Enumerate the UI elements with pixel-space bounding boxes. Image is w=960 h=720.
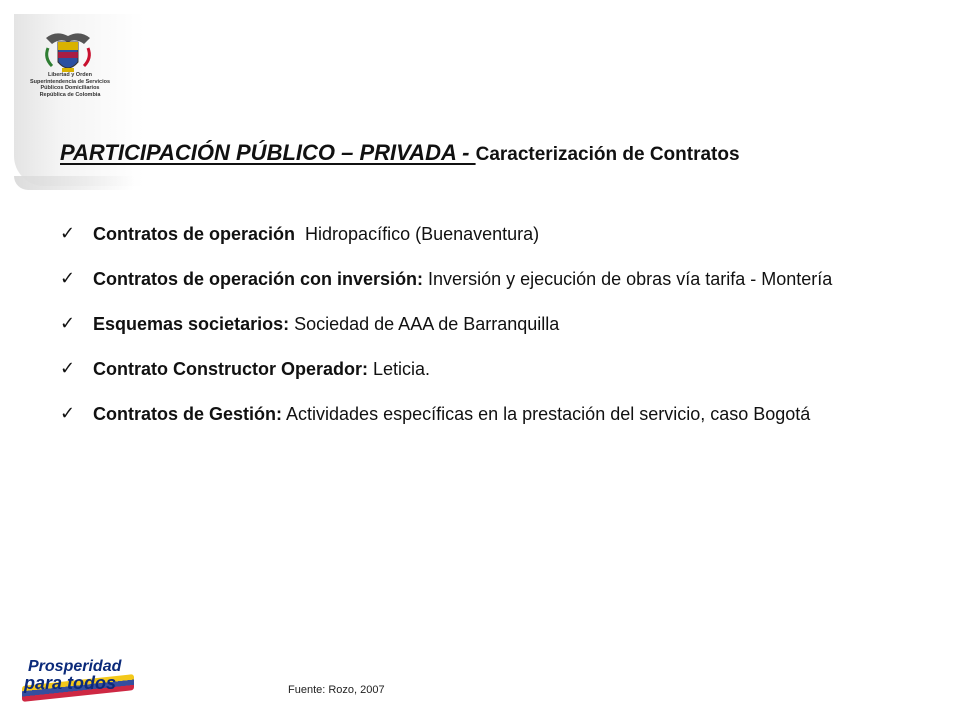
logo-line1: Prosperidad [28, 658, 122, 675]
list-item [60, 312, 912, 336]
checkmark-icon: ✓ [60, 358, 76, 379]
source-note: Fuente: Rozo, 2007 [288, 684, 385, 696]
list-item [60, 267, 912, 291]
crest-caption [20, 72, 120, 98]
checkmark-icon: ✓ [60, 313, 76, 334]
list-item [60, 402, 912, 426]
list-item [60, 357, 912, 381]
item-text: Leticia. [368, 359, 431, 379]
item-label: Contratos de operación con inversión: [93, 269, 424, 289]
item-text: Actividades específicas en la prestación del servicio, caso Bogotá [282, 404, 811, 424]
crest-caption-line: Públicos Domiciliarios [40, 85, 100, 91]
crest-caption-line: Superintendencia de Servicios [29, 78, 111, 85]
prosperidad-logo [22, 658, 132, 702]
item-label: Contratos de operación [93, 224, 296, 244]
crest-caption-line: República de Colombia [39, 91, 101, 98]
page-title [60, 131, 740, 168]
title-main: PARTICIPACIÓN PÚBLICO – PRIVADA - [60, 140, 476, 165]
logo-line2: para todos [24, 673, 117, 693]
checkmark-icon: ✓ [60, 403, 76, 424]
item-label: Contrato Constructor Operador: [93, 359, 369, 379]
crest-caption-line: Libertad y Orden [47, 72, 92, 78]
checkmark-icon: ✓ [60, 223, 76, 244]
item-text: Sociedad de AAA de Barranquilla [289, 314, 560, 334]
checkmark-icon: ✓ [60, 268, 76, 289]
item-text: Hidropacífico (Buenaventura) [295, 224, 540, 244]
item-text: Inversión y ejecución de obras vía tarifa - Montería [423, 269, 833, 289]
list-item [60, 222, 912, 246]
item-label: Contratos de Gestión: [93, 404, 283, 424]
title-subtitle: Caracterización de Contratos [475, 144, 740, 165]
contract-list [60, 222, 912, 447]
item-label: Esquemas societarios: [93, 314, 290, 334]
